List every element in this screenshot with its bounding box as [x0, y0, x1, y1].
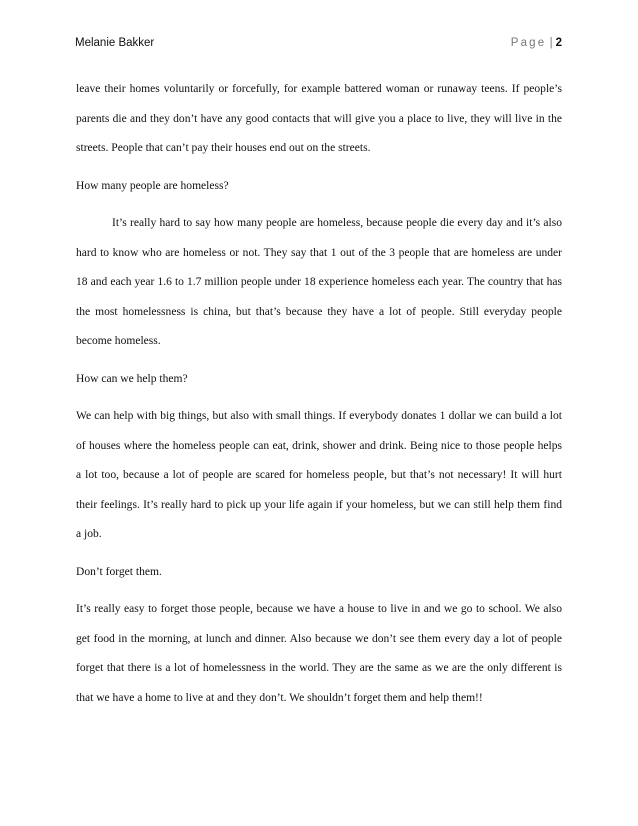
paragraph-homeless-count: It’s really hard to say how many people are homeless, because people die every day and it’s also hard to know who are homeless or not. They say that 1 out of the 3 people that are homeless are under 18 and each year 1.6 to 1.7 million people under 18 experience homeless each year. The country that has the most homelessness is china, but that’s because they have a lot of people. Still everyday people become homeless. — [76, 217, 562, 347]
paragraph-how-to-help: We can help with big things, but also with small things. If everybody donates 1 dollar we can build a lot of houses where the homeless people can eat, drink, shower and drink. Being nice to those people helps a lot too, because a lot of people are scared for homeless people, but that’s not necessary! It will hurt their feelings. It’s really hard to pick up your life again if your homeless, but we can still help them find a job. — [76, 410, 562, 540]
intro-paragraph: leave their homes voluntarily or forcefully, for example battered woman or runaway teens. If people’s parents die and they don’t have any good contacts that will give you a place to live, they will live in the streets. People that can’t pay their houses end out on the streets. — [76, 83, 562, 154]
section-heading-how-to-help: How can we help them? — [76, 372, 188, 385]
document-body — [76, 75, 562, 713]
page-header — [75, 37, 562, 53]
page-separator: | — [549, 37, 553, 49]
section-heading-homeless-count: How many people are homeless? — [76, 179, 229, 192]
section-heading-dont-forget: Don’t forget them. — [76, 565, 162, 578]
page-number: 2 — [555, 37, 562, 49]
page-word: Page — [510, 37, 547, 49]
paragraph-dont-forget: It’s really easy to forget those people, because we have a house to live in and we go to school. We also get food in the morning, at lunch and dinner. Also because we don’t see them every day a lot of people forget that there is a lot of homelessness in the world. They are the same as we are the only different is that we have a home to live at and they don’t. We shouldn’t forget them and help them!! — [76, 603, 562, 704]
page-number-label — [511, 37, 562, 49]
author-name: Melanie Bakker — [75, 37, 155, 49]
